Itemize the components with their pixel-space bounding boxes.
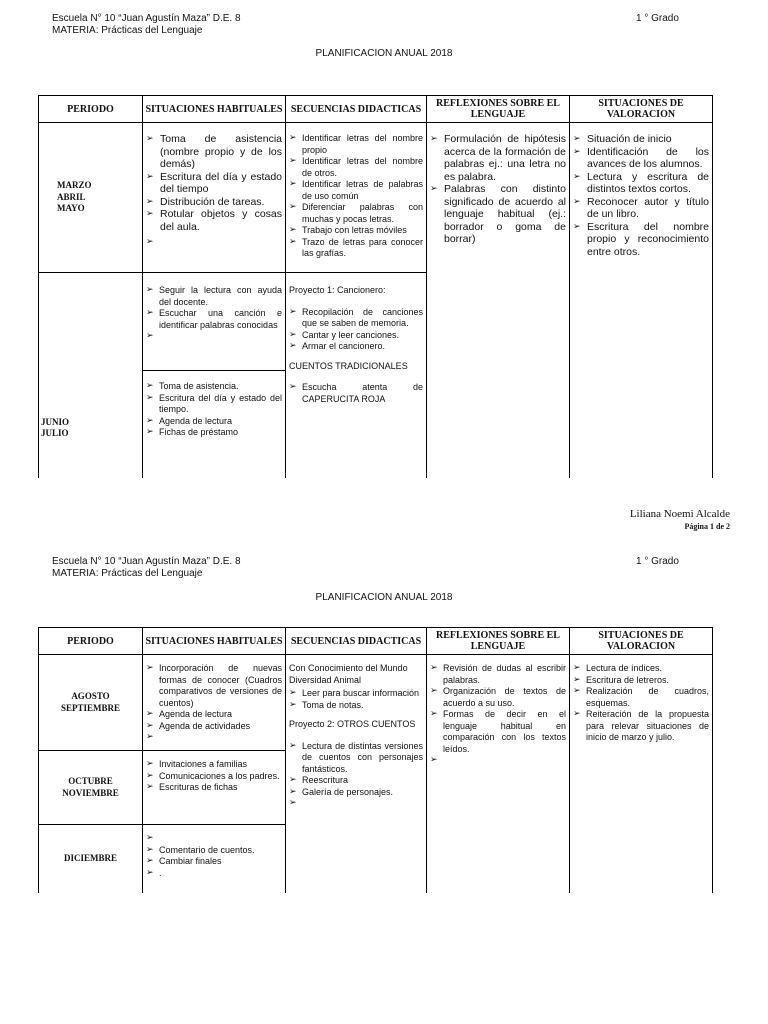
period-diciembre	[39, 825, 143, 893]
school-name: Escuela N° 10 “Juan Agustín Maza” D.E. 8	[52, 13, 241, 24]
subject-name: MATERIA: Prácticas del Lenguaje	[52, 568, 203, 579]
habituales-list-3	[146, 381, 282, 439]
period-octubre-noviembre	[39, 751, 143, 825]
reflexiones-cell-2	[427, 655, 570, 893]
period-line: JUNIO	[41, 416, 70, 427]
grade-label: 1 ° Grado	[636, 556, 679, 567]
list-item: ➢ Lectura y escritura de distintos textos cortos.	[573, 171, 709, 196]
header-secuencias: SECUENCIAS DIDACTICAS	[286, 628, 427, 655]
period-line: DICIEMBRE	[63, 853, 117, 863]
period-line: MARZO	[57, 180, 92, 191]
list-item: ➢ Identificar letras del nombre propio	[289, 133, 423, 156]
project-2-title: Proyecto 2: OTROS CUENTOS	[289, 719, 416, 729]
list-item: ➢ Identificar letras de palabras de uso común	[289, 179, 423, 202]
period-junio-julio	[39, 273, 143, 478]
list-item: ➢ Escritura del nombre propio y reconocimiento entre otros.	[573, 221, 709, 259]
reflexiones-list-2	[430, 663, 566, 767]
habituales-list-5	[146, 759, 282, 794]
plan-title: PLANIFICACION ANUAL 2018	[315, 48, 453, 59]
header-periodo: PERIODO	[39, 628, 143, 655]
list-item: ➢ Distribución de tareas.	[146, 196, 282, 209]
list-item: ➢ Lectura de distintas versiones de cuentos con personajes fantásticos.	[289, 741, 423, 776]
project-1-title: Proyecto 1: Cancionero:	[289, 285, 386, 295]
header-habituales: SITUACIONES HABITUALES	[143, 628, 286, 655]
list-item	[146, 732, 282, 744]
period-line: ABRIL	[57, 191, 86, 202]
list-item: ➢ Invitaciones a familias	[146, 759, 282, 771]
list-item: ➢ Fichas de préstamo	[146, 427, 282, 439]
period-agosto-septiembre	[39, 655, 143, 751]
list-item: ➢ Agenda de lectura	[146, 709, 282, 721]
list-item: ➢ Formas de decir en el lenguaje habitual en comparación con los textos leídos.	[430, 709, 566, 755]
header-valoracion: SITUACIONES DE VALORACION	[570, 96, 713, 123]
plan-table-2	[38, 627, 713, 893]
list-item: ➢ Escrituras de fichas	[146, 782, 282, 794]
secuencias-list-1	[289, 133, 423, 260]
list-item: ➢ Organización de textos de acuerdo a su uso.	[430, 686, 566, 709]
list-item: ➢ Formulación de hipótesis acerca de la formación de palabras ej.: una letra no es palabra.	[430, 133, 566, 183]
secuencias-list-4	[289, 688, 423, 711]
header-periodo: PERIODO	[39, 96, 143, 123]
list-item: ➢ Trazo de letras para conocer las grafías.	[289, 237, 423, 260]
secuencias-list-2	[289, 307, 423, 353]
list-item: ➢ Cantar y leer canciones.	[289, 330, 423, 342]
list-item	[146, 833, 282, 845]
valoracion-list	[573, 133, 709, 258]
period-line: SEPTIEMBRE	[60, 702, 120, 713]
period-line: JULIO	[41, 428, 69, 438]
list-item: ➢ Agenda de lectura	[146, 416, 282, 428]
list-item: ➢ Armar el cancionero.	[289, 341, 423, 353]
list-item	[146, 331, 282, 343]
habituales-cell-4	[143, 655, 286, 751]
plan-table-1	[38, 95, 713, 478]
period-marzo-mayo	[39, 123, 143, 273]
plan-title: PLANIFICACION ANUAL 2018	[315, 592, 453, 603]
signature: Liliana Noemi Alcalde	[629, 508, 730, 520]
habituales-list-4	[146, 663, 282, 744]
header-secuencias: SECUENCIAS DIDACTICAS	[286, 96, 427, 123]
habituales-cell-3	[143, 371, 286, 478]
secuencias-list-5	[289, 741, 423, 810]
list-item: ➢ Seguir la lectura con ayuda del docente.	[146, 285, 282, 308]
habituales-cell-5	[143, 751, 286, 825]
list-item: ➢ Lectura de índices.	[573, 663, 709, 675]
list-item	[289, 798, 423, 810]
habituales-list-2	[146, 285, 282, 343]
list-item: ➢ Recopilación de canciones que se saben de memoria.	[289, 307, 423, 330]
header-valoracion: SITUACIONES DE VALORACION	[570, 628, 713, 655]
list-item: ➢ Situación de inicio	[573, 133, 709, 146]
list-item: ➢ Escritura de letreros.	[573, 675, 709, 687]
list-item: ➢ Identificar letras del nombre de otros.	[289, 156, 423, 179]
list-item: ➢ Agenda de actividades	[146, 721, 282, 733]
list-item: ➢ Escucha atenta de CAPERUCITA ROJA	[289, 382, 423, 405]
header-reflexiones: REFLEXIONES SOBRE EL LENGUAJE	[427, 96, 570, 123]
list-item: ➢ Comentario de cuentos.	[146, 845, 282, 857]
grade-label: 1 ° Grado	[636, 13, 679, 24]
list-item: ➢ Escuchar una canción e identificar palabras conocidas	[146, 308, 282, 331]
secuencias-list-3	[289, 382, 423, 405]
list-item: ➢ Palabras con distinto significado de acuerdo al lenguaje habitual (ej.: borrador o goma de borrar)	[430, 183, 566, 246]
secuencias-cell-3	[286, 655, 427, 893]
habituales-list-6	[146, 833, 282, 879]
habituales-list-1	[146, 133, 282, 249]
reflexiones-list	[430, 133, 566, 246]
period-line: OCTUBRE	[68, 776, 113, 786]
period-line: MAYO	[57, 203, 85, 214]
list-item: ➢ Reconocer autor y título de un libro.	[573, 196, 709, 221]
list-item: ➢ Cambiar finales	[146, 856, 282, 868]
cuentos-title: CUENTOS TRADICIONALES	[289, 360, 408, 371]
list-item: ➢ Comunicaciones a los padres.	[146, 771, 282, 783]
list-item: ➢ Reescritura	[289, 775, 423, 787]
header-habituales: SITUACIONES HABITUALES	[143, 96, 286, 123]
list-item: ➢ Identificación de los avances de los alumnos.	[573, 146, 709, 171]
list-item: ➢ Escritura del día y estado del tiempo	[146, 171, 282, 196]
subject-name: MATERIA: Prácticas del Lenguaje	[52, 25, 203, 36]
header-reflexiones: REFLEXIONES SOBRE EL LENGUAJE	[427, 628, 570, 655]
list-item: ➢ Toma de asistencia.	[146, 381, 282, 393]
list-item	[146, 236, 282, 249]
list-item: ➢ Toma de asistencia (nombre propio y de los demás)	[146, 133, 282, 171]
habituales-cell-2	[143, 273, 286, 371]
list-item: ➢ Incorporación de nuevas formas de conocer (Cuadros comparativos de versiones de cuentos)	[146, 663, 282, 709]
secuencias-cell-2	[286, 273, 427, 478]
list-item: ➢ Trabajo con letras móviles	[289, 225, 423, 237]
reflexiones-cell	[427, 123, 570, 478]
list-item: ➢ Galería de personajes.	[289, 787, 423, 799]
period-line: AGOSTO	[71, 691, 110, 701]
list-item: ➢ Realización de cuadros, esquemas.	[573, 686, 709, 709]
valoracion-cell	[570, 123, 713, 478]
page-number: Página 1 de 2	[684, 522, 730, 531]
list-item: ➢ Leer para buscar información	[289, 688, 423, 700]
list-item: ➢ Toma de notas.	[289, 700, 423, 712]
period-line: NOVIEMBRE	[62, 787, 119, 798]
list-item: ➢ Diferenciar palabras con muchas y pocas letras.	[289, 202, 423, 225]
valoracion-cell-2	[570, 655, 713, 893]
list-item: ➢ Revisión de dudas al escribir palabras.	[430, 663, 566, 686]
habituales-cell-6	[143, 825, 286, 893]
school-name: Escuela N° 10 “Juan Agustín Maza” D.E. 8	[52, 556, 241, 567]
valoracion-list-2	[573, 663, 709, 744]
list-item	[430, 755, 566, 767]
habituales-cell-1	[143, 123, 286, 273]
project-title-mundo: Con Conocimiento del Mundo Diversidad Animal	[289, 663, 408, 685]
secuencias-cell-1	[286, 123, 427, 273]
list-item: ➢ Escritura del día y estado del tiempo.	[146, 393, 282, 416]
list-item: ➢ .	[146, 868, 282, 880]
list-item: ➢ Reiteración de la propuesta para relevar situaciones de inicio de marzo y julio.	[573, 709, 709, 744]
list-item: ➢ Rotular objetos y cosas del aula.	[146, 208, 282, 233]
